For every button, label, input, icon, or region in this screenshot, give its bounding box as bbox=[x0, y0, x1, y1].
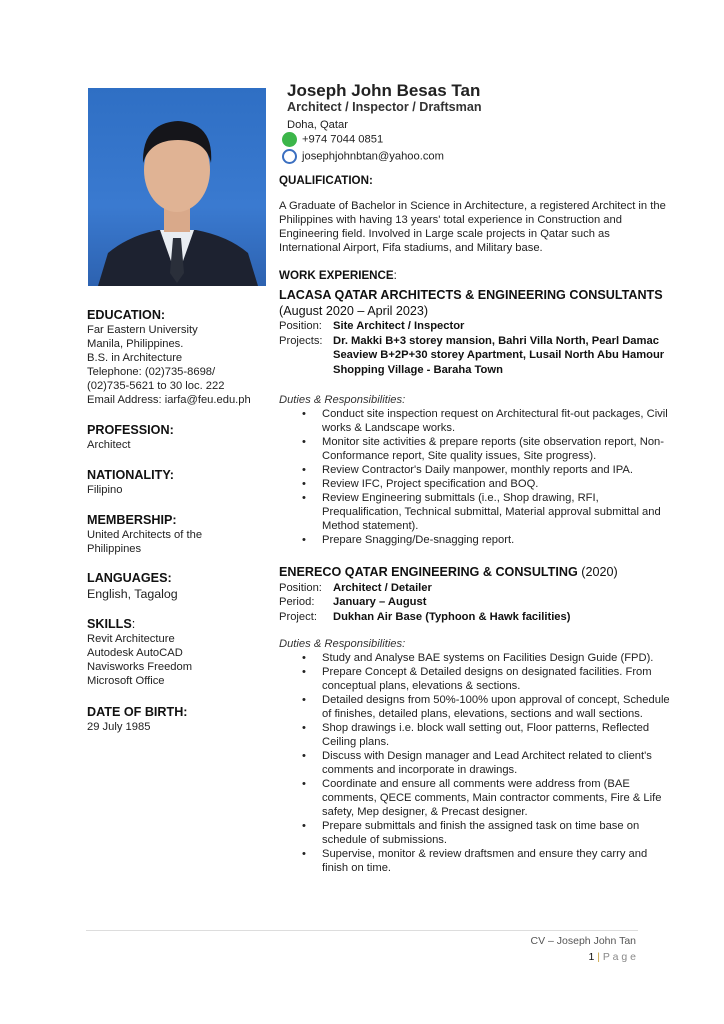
position-value: Architect / Detailer bbox=[333, 581, 432, 594]
projects-label: Projects: bbox=[279, 334, 323, 347]
skill-item: Navisworks Freedom bbox=[87, 661, 193, 673]
languages-section bbox=[87, 571, 178, 602]
duty-item: • Review IFC, Project specification and BOQ. bbox=[322, 477, 672, 491]
nationality-heading: NATIONALITY: bbox=[87, 468, 174, 482]
duty-item: • Shop drawings i.e. block wall setting out, Floor patterns, Reflected Ceiling plans. bbox=[322, 721, 672, 749]
skills-heading: SKILLS bbox=[87, 617, 132, 631]
page-separator: | bbox=[597, 951, 600, 963]
position-label: Position: bbox=[279, 581, 322, 594]
period-value: January – August bbox=[333, 596, 427, 608]
email-row bbox=[282, 149, 444, 164]
job-enereco bbox=[279, 565, 699, 875]
position-label: Position: bbox=[279, 320, 322, 332]
qualification-text: A Graduate of Bachelor in Science in Architecture, a registered Architect in the Philippines with having 13 years' total experience in Construction and Engineering field. Involved in Large scale projects in Qatar such as International Airport, Fifa stadiums, and Military base. bbox=[279, 200, 666, 254]
duty-item: • Supervise, monitor & review draftsmen and ensure they carry and finish on time. bbox=[322, 847, 672, 875]
projects-value: Dr. Makki B+3 storey mansion, Bahri Villa North, Pearl Damac Seaview B+2P+30 storey Apartment, Lusail North Abu Hamour Shopping Village - Baraha Town bbox=[333, 334, 665, 376]
education-heading: EDUCATION: bbox=[87, 308, 166, 322]
duty-item: • Monitor site activities & prepare reports (site observation report, Non-Conformance report, Site quality issues, Site progress). bbox=[322, 435, 672, 463]
skills-colon: : bbox=[131, 617, 136, 631]
work-experience-heading bbox=[279, 269, 397, 283]
profile-photo bbox=[88, 88, 266, 286]
location: Doha, Qatar bbox=[287, 119, 348, 131]
membership-line: United Architects of the bbox=[87, 529, 203, 541]
page-word: P a g e bbox=[602, 951, 636, 963]
duty-item: • Review Contractor's Daily manpower, monthly reports and IPA. bbox=[322, 463, 672, 477]
profession-value: Architect bbox=[87, 439, 131, 451]
skill-item: Microsoft Office bbox=[87, 675, 165, 687]
footer-divider bbox=[86, 930, 638, 931]
duty-item: • Prepare Concept & Detailed designs on designated facilities. From conceptual plans, elevations & sections. bbox=[322, 665, 672, 693]
education-line: Telephone: (02)735-8698/ bbox=[87, 366, 216, 378]
duties-list bbox=[279, 407, 672, 547]
company-name: LACASA QATAR ARCHITECTS & ENGINEERING CONSULTANTS bbox=[279, 288, 663, 302]
duty-item: • Discuss with Design manager and Lead Architect related to client's comments and incorporate in drawings. bbox=[322, 749, 672, 777]
page-number: 1 bbox=[588, 951, 595, 963]
languages-value: English, Tagalog bbox=[87, 587, 178, 601]
qualification-heading: QUALIFICATION: bbox=[279, 174, 373, 187]
education-line: Email Address: iarfa@feu.edu.ph bbox=[87, 394, 251, 406]
duties-label: Duties & Responsibilities: bbox=[279, 638, 406, 650]
duty-item: • Prepare Snagging/De-snagging report. bbox=[322, 533, 672, 547]
job-company bbox=[279, 288, 679, 319]
skill-item: Autodesk AutoCAD bbox=[87, 647, 183, 659]
duty-item: • Coordinate and ensure all comments were address from (BAE comments, QECE comments, Main contractor comments, Fire & Life safety, Mep designer, & Precast designer. bbox=[322, 777, 672, 819]
education-line: B.S. in Architecture bbox=[87, 352, 183, 364]
phone-number: +974 7044 0851 bbox=[302, 133, 384, 146]
languages-heading: LANGUAGES: bbox=[87, 571, 172, 585]
job-dates: (August 2020 – April 2023) bbox=[279, 303, 429, 318]
candidate-title: Architect / Inspector / Draftsman bbox=[287, 100, 482, 114]
period-label: Period: bbox=[279, 596, 315, 608]
whatsapp-icon bbox=[282, 132, 297, 147]
job-lacasa bbox=[279, 288, 679, 547]
project-label: Project: bbox=[279, 610, 317, 623]
footer-doc-title: CV – Joseph John Tan bbox=[530, 935, 636, 947]
dob-section bbox=[87, 705, 188, 734]
duty-item: • Conduct site inspection request on Architectural fit-out packages, Civil works & Landscape works. bbox=[322, 407, 672, 435]
work-colon: : bbox=[393, 269, 397, 282]
duties-label: Duties & Responsibilities: bbox=[279, 394, 406, 406]
dob-value: 29 July 1985 bbox=[87, 721, 151, 733]
education-line: Manila, Philippines. bbox=[87, 338, 184, 350]
candidate-name: Joseph John Besas Tan bbox=[287, 81, 481, 100]
membership-heading: MEMBERSHIP: bbox=[87, 513, 177, 527]
job-dates: (2020) bbox=[581, 565, 618, 579]
profession-section bbox=[87, 423, 174, 452]
skill-item: Revit Architecture bbox=[87, 633, 175, 645]
email-address: josephjohnbtan@yahoo.com bbox=[302, 150, 444, 163]
position-value: Site Architect / Inspector bbox=[333, 320, 465, 332]
nationality-value: Filipino bbox=[87, 484, 123, 496]
membership-section bbox=[87, 513, 202, 556]
nationality-section bbox=[87, 468, 174, 497]
job-company bbox=[279, 565, 699, 581]
duty-item: • Prepare submittals and finish the assigned task on time base on schedule of submissions. bbox=[322, 819, 672, 847]
dob-heading: DATE OF BIRTH: bbox=[87, 705, 188, 719]
email-icon bbox=[282, 149, 297, 164]
person-photo-icon bbox=[88, 88, 266, 286]
footer-page bbox=[588, 950, 636, 964]
education-section bbox=[87, 308, 277, 407]
phone-row bbox=[282, 132, 383, 147]
education-line: (02)735-5621 to 30 loc. 222 bbox=[87, 380, 225, 392]
project-value: Dukhan Air Base (Typhoon & Hawk facilities) bbox=[333, 610, 571, 623]
duty-item: • Detailed designs from 50%-100% upon approval of concept, Schedule of finishes, detailed plans, elevations, sections and wall sections. bbox=[322, 693, 672, 721]
membership-line: Philippines bbox=[87, 543, 142, 555]
company-name: ENERECO QATAR ENGINEERING & CONSULTING bbox=[279, 565, 578, 579]
work-experience-title: WORK EXPERIENCE bbox=[279, 269, 394, 282]
duties-list bbox=[279, 651, 672, 875]
education-line: Far Eastern University bbox=[87, 324, 198, 336]
duty-item: • Review Engineering submittals (i.e., Shop drawing, RFI, Prequalification, Technical submittal, Material approval submittal and Method statement). bbox=[322, 491, 672, 533]
profession-heading: PROFESSION: bbox=[87, 423, 174, 437]
duty-item: • Study and Analyse BAE systems on Facilities Design Guide (FPD). bbox=[322, 651, 672, 665]
skills-section bbox=[87, 617, 192, 688]
